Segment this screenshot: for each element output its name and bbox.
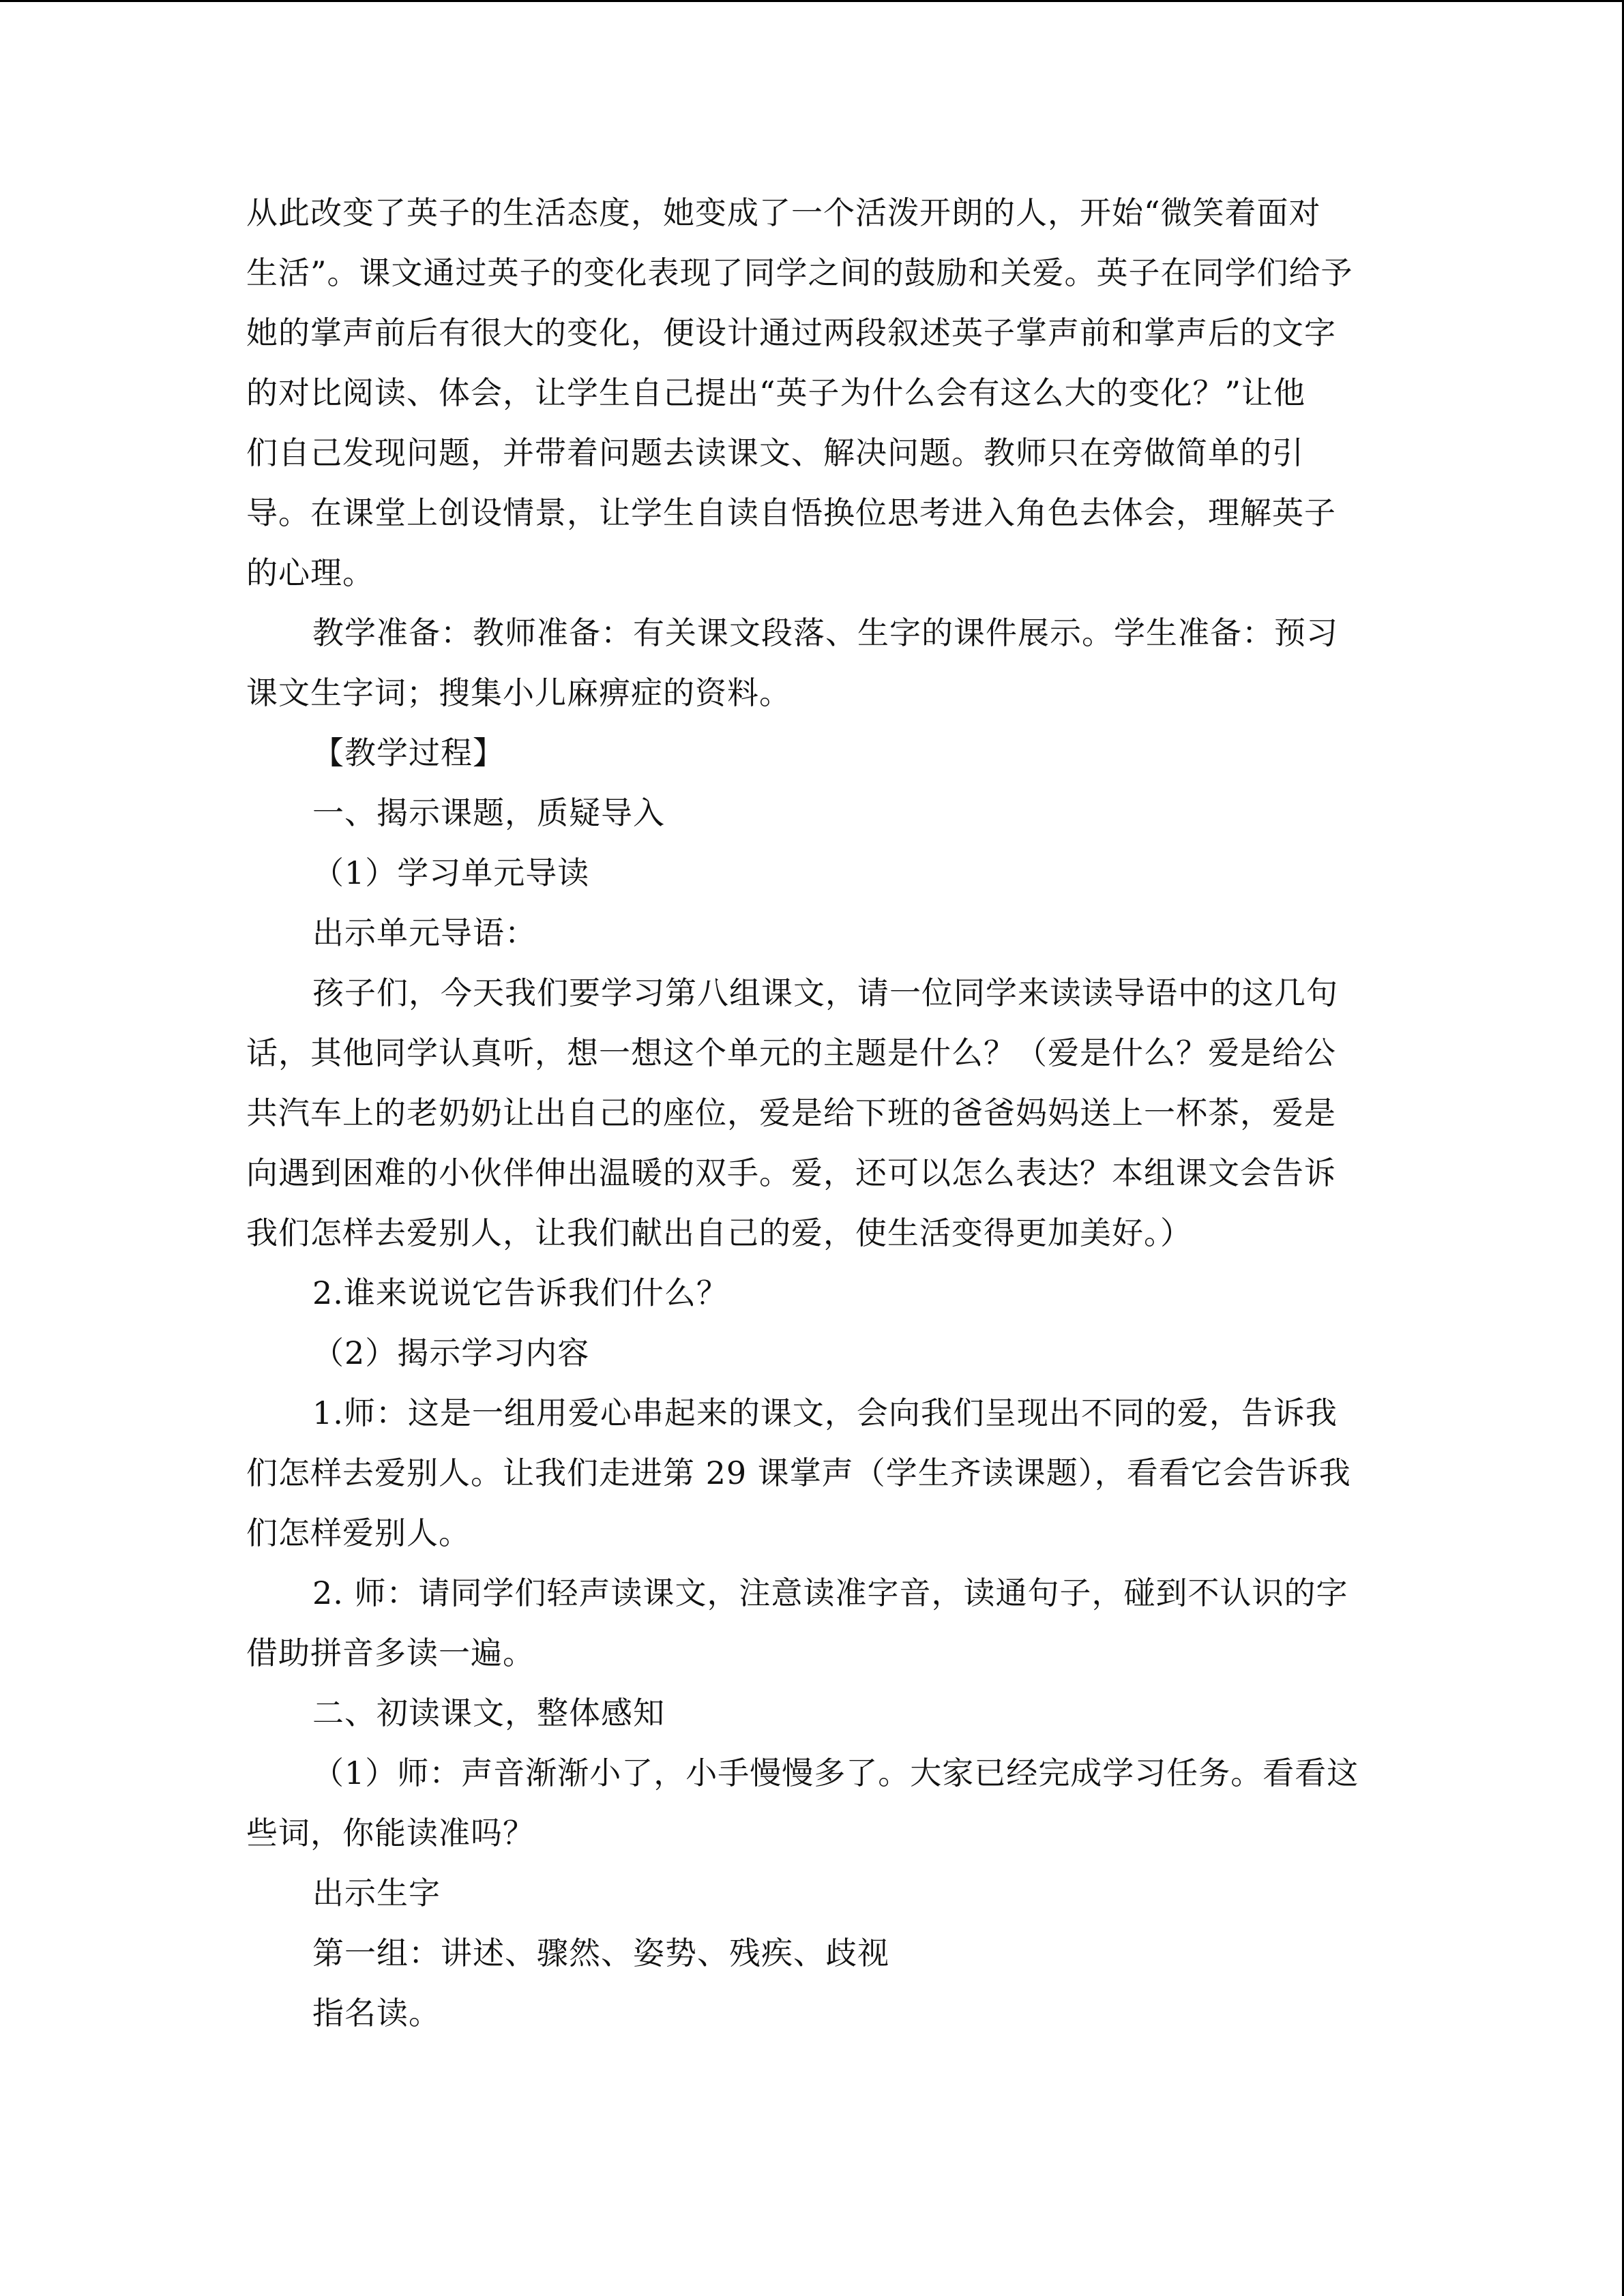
- section-heading-2: [246, 1683, 1378, 1743]
- text-line: 我们怎样去爱别人，让我们献出自己的爱，使生活变得更加美好。）: [246, 1214, 1192, 1251]
- text-line: 们怎样去爱别人。让我们走进第 29 课掌声（学生齐读课题），看看它会告诉我: [246, 1455, 1351, 1491]
- paragraph-teacher-1: [246, 1383, 1378, 1563]
- text-line: （1）师：声音渐渐小了，小手慢慢多了。大家已经完成学习任务。看看这: [312, 1755, 1359, 1791]
- text-line: 出示单元导语：: [312, 914, 537, 951]
- paragraph-read-by-name: [246, 1983, 1378, 2043]
- text-line: （2）揭示学习内容: [312, 1335, 590, 1371]
- subheading-1-2: [246, 1323, 1378, 1383]
- text-line: 她的掌声前后有很大的变化，便设计通过两段叙述英子掌声前和掌声后的文字: [246, 314, 1336, 351]
- text-line: 的对比阅读、体会，让学生自己提出“英子为什么会有这么大的变化？”让他: [246, 374, 1306, 411]
- text-line: 2. 师：请同学们轻声读课文，注意读准字音，读通句子，碰到不认识的字: [312, 1575, 1348, 1611]
- text-line: 话，其他同学认真听，想一想这个单元的主题是什么？（爱是什么？爱是给公: [246, 1034, 1336, 1071]
- text-line: 导。在课堂上创设情景，让学生自读自悟换位思考进入角色去体会，理解英子: [246, 494, 1336, 531]
- text-line: 指名读。: [312, 1995, 441, 2031]
- text-line: 2.谁来说说它告诉我们什么？: [312, 1274, 728, 1311]
- text-line: 【教学过程】: [312, 734, 505, 771]
- section-heading-1: [246, 783, 1378, 843]
- text-line: 1.师：这是一组用爱心串起来的课文，会向我们呈现出不同的爱，告诉我: [312, 1395, 1338, 1431]
- text-line: 一、揭示课题，质疑导入: [312, 794, 665, 831]
- paragraph-word-group-1: [246, 1923, 1378, 1983]
- subheading-1-1: [246, 843, 1378, 903]
- text-line: 些词，你能读准吗？: [246, 1815, 535, 1851]
- paragraph-teacher-2: [246, 1563, 1378, 1683]
- paragraph-unit-intro-label: [246, 903, 1378, 963]
- paragraph-question-2: [246, 1263, 1378, 1323]
- text-line: 出示生字: [312, 1875, 441, 1911]
- text-line: 二、初读课文，整体感知: [312, 1695, 665, 1731]
- text-line: 课文生字词；搜集小儿麻痹症的资料。: [246, 674, 791, 711]
- text-line: 生活”。课文通过英子的变化表现了同学之间的鼓励和关爱。英子在同学们给予: [246, 254, 1353, 291]
- text-line: 们怎样爱别人。: [246, 1515, 471, 1551]
- paragraph-show-characters: [246, 1863, 1378, 1923]
- text-line: 借助拼音多读一遍。: [246, 1635, 535, 1671]
- text-line: 第一组：讲述、骤然、姿势、残疾、歧视: [312, 1935, 889, 1971]
- text-line: （1）学习单元导读: [312, 854, 590, 891]
- document-body: [246, 183, 1378, 2043]
- paragraph-1: [246, 183, 1378, 603]
- text-line: 共汽车上的老奶奶让出自己的座位，爱是给下班的爸爸妈妈送上一杯茶，爱是: [246, 1094, 1336, 1131]
- text-line: 们自己发现问题，并带着问题去读课文、解决问题。教师只在旁做简单的引: [246, 434, 1304, 471]
- text-line: 的心理。: [246, 554, 374, 591]
- section-heading-teaching-process: [246, 723, 1378, 783]
- text-line: 从此改变了英子的生活态度，她变成了一个活泼开朗的人，开始“微笑着面对: [246, 194, 1321, 231]
- paragraph-teaching-preparation: [246, 603, 1378, 723]
- text-line: 教学准备：教师准备：有关课文段落、生字的课件展示。学生准备：预习: [312, 614, 1338, 651]
- paragraph-unit-intro: [246, 963, 1378, 1263]
- text-line: 向遇到困难的小伙伴伸出温暖的双手。爱，还可以怎么表达？本组课文会告诉: [246, 1154, 1336, 1191]
- text-line: 孩子们，今天我们要学习第八组课文，请一位同学来读读导语中的这几句: [312, 974, 1338, 1011]
- paragraph-teacher-3: [246, 1743, 1378, 1863]
